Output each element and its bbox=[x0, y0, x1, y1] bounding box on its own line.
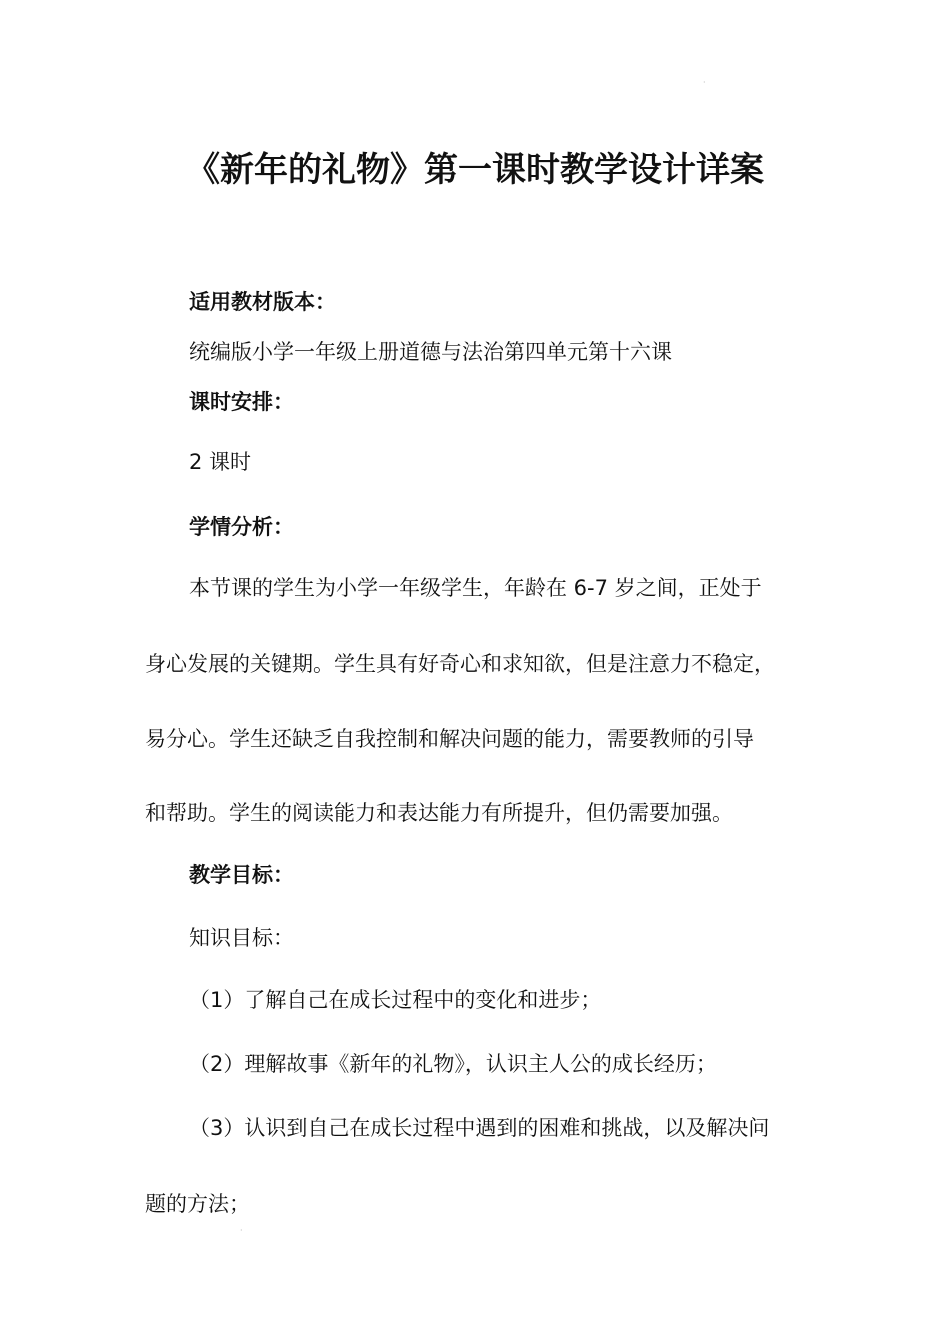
page-mark-top: · bbox=[703, 78, 706, 87]
analysis-line: 易分心。学生还缺乏自我控制和解决问题的能力，需要教师的引导 bbox=[145, 727, 754, 751]
document-title: 《新年的礼物》第一课时教学设计详案 bbox=[186, 150, 764, 190]
knowledge-item: 题的方法； bbox=[145, 1192, 250, 1216]
analysis-line: 和帮助。学生的阅读能力和表达能力有所提升，但仍需要加强。 bbox=[145, 801, 733, 825]
knowledge-heading: 知识目标： bbox=[189, 926, 294, 950]
schedule-heading: 课时安排： bbox=[189, 390, 294, 414]
textbook-heading: 适用教材版本： bbox=[189, 290, 336, 314]
knowledge-item: （1）了解自己在成长过程中的变化和进步； bbox=[189, 988, 602, 1012]
knowledge-item: （3）认识到自己在成长过程中遇到的困难和挑战，以及解决问 bbox=[189, 1116, 770, 1140]
goals-heading: 教学目标： bbox=[189, 863, 294, 887]
schedule-value: 2 课时 bbox=[189, 450, 252, 474]
analysis-line: 身心发展的关键期。学生具有好奇心和求知欲，但是注意力不稳定， bbox=[145, 652, 775, 676]
analysis-line: 本节课的学生为小学一年级学生，年龄在 6-7 岁之间，正处于 bbox=[189, 576, 762, 600]
textbook-value: 统编版小学一年级上册道德与法治第四单元第十六课 bbox=[189, 340, 672, 364]
knowledge-item: （2）理解故事《新年的礼物》，认识主人公的成长经历； bbox=[189, 1052, 717, 1076]
page-mark-bottom: · bbox=[240, 1226, 243, 1235]
analysis-heading: 学情分析： bbox=[189, 515, 294, 539]
